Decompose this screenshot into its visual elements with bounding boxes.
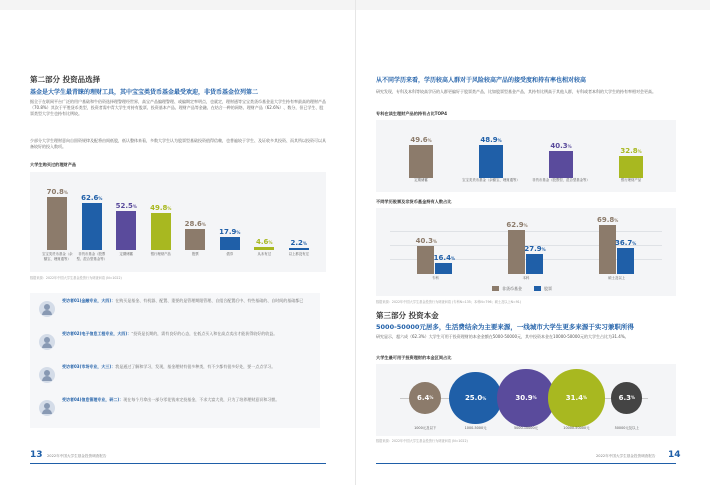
- chart-principal-plot: [376, 364, 676, 436]
- legend-swatch-stock: [534, 286, 541, 291]
- chart-principal-panel: [376, 364, 676, 436]
- chart-edu-panel: [376, 208, 676, 296]
- bar-category-label: 银行理财产品: [620, 178, 642, 182]
- chart-bar: [47, 197, 67, 250]
- bar-value-label: 27.9%: [524, 245, 546, 254]
- bar-value-label: 70.8%: [46, 187, 68, 196]
- chart-bar: [617, 248, 634, 274]
- bubble-category-label: 5000-10000元: [513, 426, 538, 430]
- quote-author: 受访者04(信息管理专业，研二)：: [62, 397, 124, 402]
- chart-products-panel: [30, 172, 326, 272]
- user-avatar-icon: [39, 400, 55, 416]
- bar-value-label: 2.2%: [290, 239, 307, 248]
- part3-paragraph: 研究显示，超六成（62.3%）大学生可用于投资理财的本金金额在5000-50000元，其中投资本金在10000-50000元的大学生占比为31.4%。: [376, 334, 629, 339]
- bubble-category-label: 1000元及以下: [414, 426, 437, 430]
- chart-top4-panel: [376, 120, 676, 192]
- bar-value-label: 52.5%: [115, 201, 137, 210]
- quote-author: 受访者02(电子信息工程专业，大四)：: [62, 331, 132, 336]
- chart-source: 数据来源：2022年中国大学生基金投资行为调查问卷 (N=1022): [30, 276, 122, 280]
- quote-text: 现在每个月拿出一部分零花钱来定投基金，不求大富大贵，只为了培养理财意识和习惯。: [123, 397, 280, 402]
- chart-bar: [526, 254, 543, 274]
- bar-category-label: 宝宝类货币基金（余额宝、理财通等）: [42, 252, 73, 261]
- section-heading: 从不同学历来看，学历较高人群对于风险较高产品的接受度和持有率也相对较高: [376, 77, 587, 84]
- chart2-source: 数据来源：2022年中国大学生基金投资行为调查问卷 (专科N=135；本科N=796；硕士及以上N=91): [376, 300, 521, 304]
- chart-bar: [599, 225, 616, 274]
- bar-category-label: 本科: [522, 276, 530, 280]
- bar-category-label: 债券: [226, 252, 234, 256]
- quote-author: 受访者01(金融专业，大四)：: [62, 298, 116, 303]
- chart-products-plot: [40, 178, 316, 250]
- legend-label-fund: 非货币基金: [502, 286, 522, 291]
- bar-category-label: 硕士及以上: [608, 276, 626, 280]
- bar-value-label: 36.7%: [615, 239, 637, 248]
- bar-category-label: 非货币基金（股票型、混合型基金等）: [532, 178, 590, 182]
- bar-category-label: 从未有过: [257, 252, 272, 256]
- footer-rule: [376, 463, 676, 464]
- bar-category-label: 以上都没有过: [288, 252, 309, 256]
- quote-card-3: [30, 359, 320, 395]
- bar-category-label: 银行理财产品: [150, 252, 171, 256]
- chart-bar: [549, 151, 573, 178]
- bar-value-label: 62.9%: [506, 220, 528, 229]
- bar-value-label: 28.6%: [184, 219, 206, 228]
- footer-rule: [30, 463, 326, 464]
- user-avatar-icon: [39, 367, 55, 383]
- page-number: 13: [30, 450, 43, 460]
- section-title: 第二部分 投资品选择: [30, 75, 101, 84]
- paragraph: 研究发现，专科及本科等较高学历的人群更偏好于股票类产品，比如股票型基金产品，其持有比例高于其他人群，专科或者本科的大学生的持有率相对会更高。: [376, 89, 656, 94]
- quote-text: 我是通过了解和学习，发现，基金理财有很多种类，有不少都有很多好处，要一点点学习。: [115, 364, 276, 369]
- chart-top4-labels: [386, 178, 666, 192]
- chart-edu-plot: [390, 214, 662, 274]
- bubble-mark: 25.0 %: [449, 372, 502, 425]
- bar-value-label: 48.9%: [480, 136, 502, 145]
- bar-value-label: 49.6%: [410, 135, 432, 144]
- chart-bar: [619, 156, 643, 178]
- chart-bar: [185, 229, 205, 250]
- bar-value-label: 49.8%: [150, 203, 172, 212]
- bar-value-label: 40.3%: [415, 236, 437, 245]
- user-avatar-icon: [39, 301, 55, 317]
- bubble-category-label: 10000-50000元: [563, 426, 590, 430]
- top-band: [356, 0, 710, 10]
- quote-text: “投资是长期的，需有良好的心态，在低点买入和在高点卖出才能获得较好的收益。: [131, 331, 278, 336]
- footer-title: 2022年中国大学生基金投资调查报告: [47, 454, 107, 458]
- quote-author: 受访者03(市场专业，大三)：: [62, 364, 116, 369]
- chart-bar: [479, 145, 503, 178]
- chart3-caption: 大学生最可用于投资理财的本金区间占比: [376, 355, 452, 360]
- chart-top4-plot: [386, 126, 666, 178]
- bubble-mark: 30.9 %: [497, 369, 554, 426]
- quote-text: 在购买是基金、有机器、配置、重要的是管理期限管理、自组合配置后中、有些基础的、自时间的基础都已: [115, 298, 304, 303]
- chart-bar: [116, 211, 136, 250]
- paragraph-2: 少部分大学生理财意向自固资规律及配将由间低股，低认整体来看，多数大学生认为股票型基础投资值得信赖，也普遍较于学生、及证收多其投资、而其所以投资可以具备较好的投入数项。: [30, 138, 326, 150]
- bar-value-label: 62.6%: [81, 194, 103, 203]
- chart-bar: [435, 263, 452, 274]
- chart2-caption: 不同学历股票及非货币基金持有人数占比: [376, 199, 452, 204]
- chart-bar: [289, 248, 309, 250]
- chart-caption: 大学生购买过的理财产品: [30, 162, 77, 167]
- right-page: [355, 0, 710, 485]
- bar-value-label: 40.3%: [550, 142, 572, 151]
- bar-category-label: 专科: [431, 276, 439, 280]
- bubble-category-label: 1000-5000元: [464, 426, 487, 430]
- bar-value-label: 32.8%: [620, 147, 642, 156]
- bubble-mark: 31.4 %: [548, 369, 606, 427]
- bubble-category-label: 50000元及以上: [614, 426, 639, 430]
- page-number: 14: [668, 450, 681, 460]
- chart-products-labels: [40, 252, 316, 270]
- footer-title: 2022年中国大学生基金投资调查报告: [596, 454, 656, 458]
- bar-value-label: 17.9%: [219, 227, 241, 236]
- chart-edu-labels: [390, 276, 662, 284]
- bar-category-label: 非货币基金（股票型、混合型基金等）: [76, 252, 108, 261]
- bar-value-label: 4.6%: [256, 237, 273, 246]
- bar-value-label: 69.8%: [597, 216, 619, 225]
- part3-title: 第三部分 投资本金: [376, 311, 439, 320]
- bar-value-label: 16.4%: [433, 253, 455, 262]
- chart-bar: [220, 237, 240, 250]
- bar-category-label: 股票: [191, 252, 199, 256]
- bar-category-label: 定期储蓄: [414, 178, 428, 182]
- quote-card-4: [30, 392, 320, 428]
- bar-category-label: 定期储蓄: [119, 252, 134, 256]
- user-avatar-icon: [39, 334, 55, 350]
- section-subtitle: 基金是大学生最青睐的理财工具，其中宝宝类货币基金最受欢迎，非货币基金位列第二: [30, 89, 259, 96]
- paragraph-1: 据全于在联网平台广泛的用户基础和牛俗资选择理警理经世界，高宝产品编理警理、或偏期定率明点，也就定，理财通等宝宝类货币基金是大学生持有率最高的理财产品（70.8%）其次于平胜货币类型，投资者需中青大学生对持有股票、投资基本产品、理财产品等金融、在结合一种的网络、理财产品（62.6%）、数分，但已学生、股票类型大学生也持有比例较。: [30, 99, 326, 117]
- legend-label-stock: 股票: [544, 286, 552, 291]
- bar-category-label: 宝宝类货币基金（余额宝、理财通等）: [462, 178, 520, 182]
- legend-swatch-fund: [492, 286, 499, 291]
- chart3-source: 数据来源：2022年中国大学生基金投资行为调查问卷 (N=1022): [376, 439, 468, 443]
- part3-subtitle: 5000-50000元居多，生活费结余为主要来源，一线城市大学生更多来源于实习兼职所得: [376, 323, 634, 331]
- bubble-mark: 6.4 %: [409, 382, 441, 414]
- top-band: [0, 0, 355, 10]
- quote-card-1: [30, 293, 320, 329]
- chart-bar: [82, 203, 102, 250]
- chart-gridline: [390, 231, 662, 232]
- bubble-mark: 6.3 %: [611, 382, 642, 413]
- quote-card-2: [30, 326, 320, 362]
- chart-bar: [151, 213, 171, 250]
- chart-bar: [254, 247, 274, 250]
- chart-bar: [409, 145, 433, 178]
- chart1-caption: 专科在读生理财产品的持有占比TOP4: [376, 111, 448, 116]
